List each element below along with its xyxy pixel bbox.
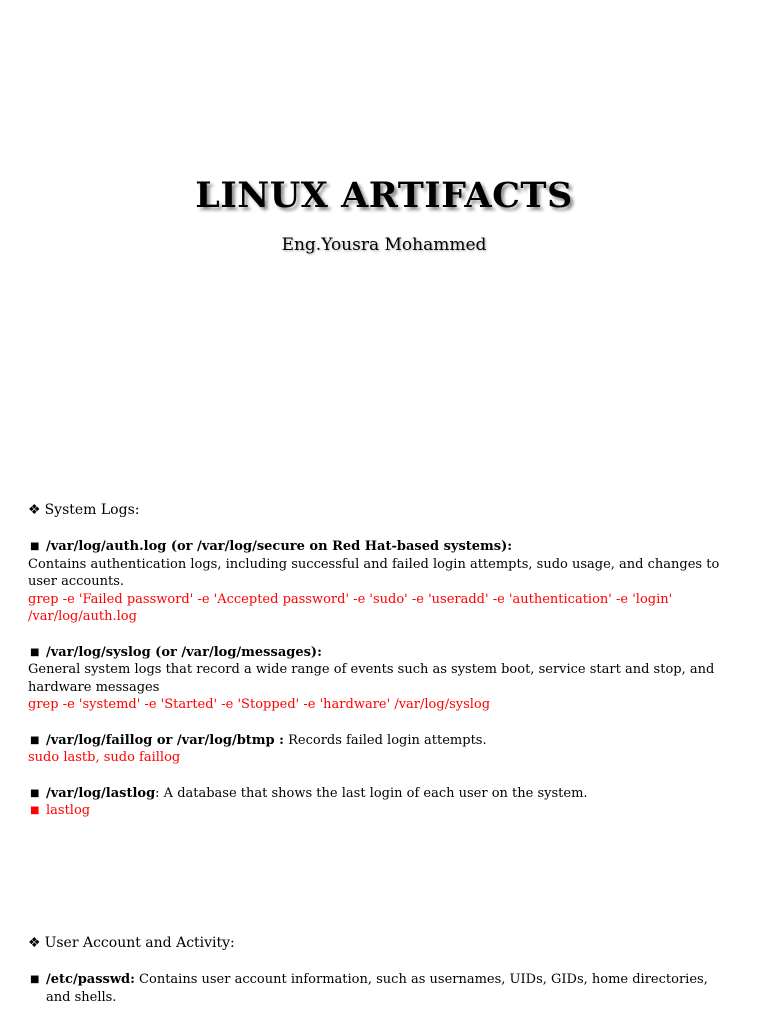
account-entry-passwd	[28, 971, 734, 1006]
log-command: grep -e 'systemd' -e 'Started' -e 'Stopped' -e 'hardware' /var/log/syslog	[28, 697, 491, 712]
log-command: grep -e 'Failed password' -e 'Accepted password' -e 'sudo' -e 'useradd' -e 'authentication' -e 'login' /var/log/auth.log	[28, 591, 673, 624]
account-path: /etc/passwd:	[46, 972, 135, 987]
diamond-bullet-icon: ❖	[28, 935, 41, 951]
diamond-bullet-icon: ❖	[28, 502, 41, 518]
log-entry-lastlog	[28, 785, 734, 803]
log-path: /var/log/faillog or /var/log/btmp :	[46, 732, 284, 748]
log-description: : A database that shows the last login of each user on the system.	[155, 785, 588, 801]
account-description: Contains user account information, such as usernames, UIDs, GIDs, home directories, and shells.	[46, 972, 708, 1005]
section-heading-label: System Logs:	[44, 502, 140, 518]
section-heading-label: User Account and Activity:	[44, 935, 235, 951]
log-entry-faillog	[28, 732, 734, 750]
log-entry-syslog	[28, 644, 734, 662]
log-description: Contains authentication logs, including successful and failed login attempts, sudo usage, and changes to user accounts.	[28, 556, 720, 589]
log-path: /var/log/auth.log (or /var/log/secure on Red Hat-based systems):	[46, 539, 513, 554]
log-description: Records failed login attempts.	[283, 732, 487, 748]
square-bullet-icon: ■	[30, 646, 40, 658]
log-command-item	[28, 802, 734, 820]
author-name: Eng.Yousra Mohammed	[281, 235, 487, 255]
document-body	[28, 500, 734, 820]
section-heading-user-account	[28, 933, 734, 953]
square-bullet-icon: ■	[30, 541, 40, 552]
square-bullet-icon: ■	[30, 734, 40, 746]
square-bullet-icon: ■	[30, 805, 40, 816]
log-path: /var/log/lastlog	[46, 785, 156, 801]
log-entry-auth	[28, 538, 734, 556]
square-bullet-icon: ■	[30, 974, 40, 985]
square-bullet-icon: ■	[30, 787, 40, 799]
log-path: /var/log/syslog (or /var/log/messages):	[46, 644, 322, 660]
log-command: sudo lastb, sudo faillog	[28, 750, 181, 765]
document-body-user-section	[28, 933, 734, 1006]
document-title: LINUX ARTIFACTS	[195, 175, 573, 216]
log-command: lastlog	[46, 803, 91, 818]
log-description: General system logs that record a wide range of events such as system boot, service start and stop, and hardware messages	[28, 662, 715, 695]
section-heading-system-logs	[28, 500, 734, 520]
